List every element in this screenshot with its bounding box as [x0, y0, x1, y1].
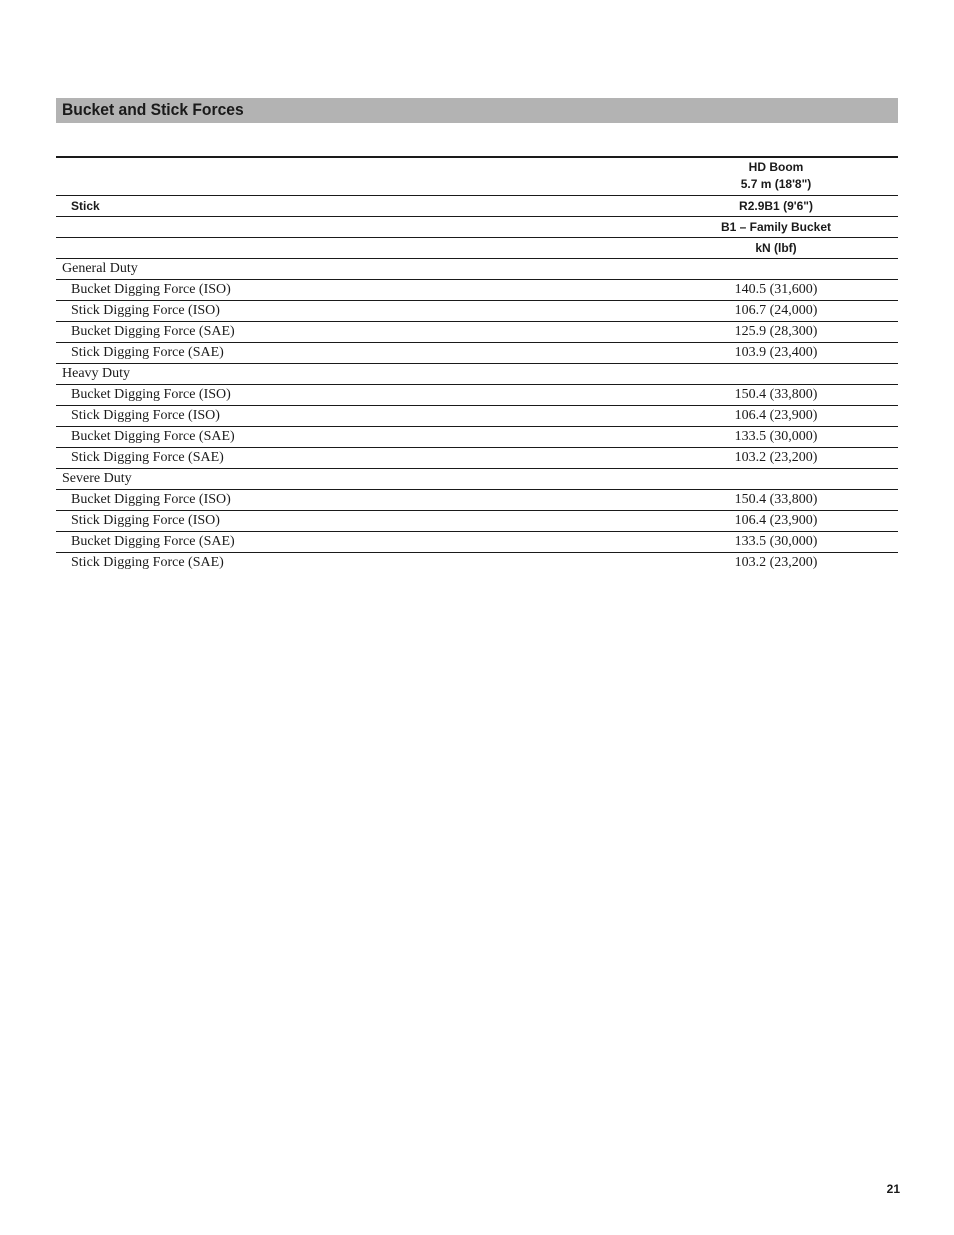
boom-header — [696, 159, 856, 193]
force-value: 106.7 (24,000) — [734, 303, 818, 318]
table-row — [56, 406, 898, 427]
force-value: 150.4 (33,800) — [734, 387, 818, 402]
table-row — [56, 343, 898, 364]
table-row — [56, 553, 898, 573]
force-value: 125.9 (28,300) — [734, 324, 818, 339]
boom-length: 5.7 m (18'8") — [740, 177, 812, 191]
page-number: 21 — [886, 1182, 900, 1196]
bucket-family: B1 – Family Bucket — [720, 220, 832, 234]
force-label: Bucket Digging Force (ISO) — [71, 492, 231, 507]
forces-table — [56, 156, 898, 573]
force-value: 103.2 (23,200) — [734, 555, 818, 570]
force-label: Stick Digging Force (ISO) — [71, 513, 220, 528]
group-row — [56, 469, 898, 490]
force-label: Bucket Digging Force (ISO) — [71, 282, 231, 297]
table-row — [56, 511, 898, 532]
table-header-boom-row — [56, 158, 898, 196]
table-body — [56, 259, 898, 573]
force-value: 140.5 (31,600) — [734, 282, 818, 297]
units-label: kN (lbf) — [755, 241, 797, 255]
force-label: Stick Digging Force (SAE) — [71, 345, 224, 360]
group-label: General Duty — [62, 261, 138, 276]
section-header-bar — [56, 98, 898, 123]
table-header-units-row — [56, 238, 898, 259]
group-label: Heavy Duty — [62, 366, 131, 381]
stick-label: Stick — [71, 199, 100, 213]
table-header-stick-row — [56, 196, 898, 217]
table-row — [56, 490, 898, 511]
force-label: Bucket Digging Force (SAE) — [71, 534, 235, 549]
force-value: 133.5 (30,000) — [734, 534, 818, 549]
table-row — [56, 427, 898, 448]
force-label: Bucket Digging Force (ISO) — [71, 387, 231, 402]
group-row — [56, 364, 898, 385]
force-value: 150.4 (33,800) — [734, 492, 818, 507]
boom-name: HD Boom — [748, 160, 804, 174]
force-label: Stick Digging Force (ISO) — [71, 303, 220, 318]
force-label: Stick Digging Force (SAE) — [71, 555, 224, 570]
force-value: 103.2 (23,200) — [734, 450, 818, 465]
force-label: Stick Digging Force (SAE) — [71, 450, 224, 465]
table-row — [56, 322, 898, 343]
table-row — [56, 280, 898, 301]
force-label: Stick Digging Force (ISO) — [71, 408, 220, 423]
table-row — [56, 532, 898, 553]
force-label: Bucket Digging Force (SAE) — [71, 324, 235, 339]
group-label: Severe Duty — [62, 471, 132, 486]
table-row — [56, 385, 898, 406]
force-value: 133.5 (30,000) — [734, 429, 818, 444]
force-value: 106.4 (23,900) — [734, 513, 818, 528]
table-row — [56, 448, 898, 469]
group-row — [56, 259, 898, 280]
force-label: Bucket Digging Force (SAE) — [71, 429, 235, 444]
table-row — [56, 301, 898, 322]
table-header-bucket-row — [56, 217, 898, 238]
force-value: 103.9 (23,400) — [734, 345, 818, 360]
stick-value: R2.9B1 (9'6") — [739, 199, 813, 213]
section-title: Bucket and Stick Forces — [62, 100, 244, 119]
force-value: 106.4 (23,900) — [734, 408, 818, 423]
